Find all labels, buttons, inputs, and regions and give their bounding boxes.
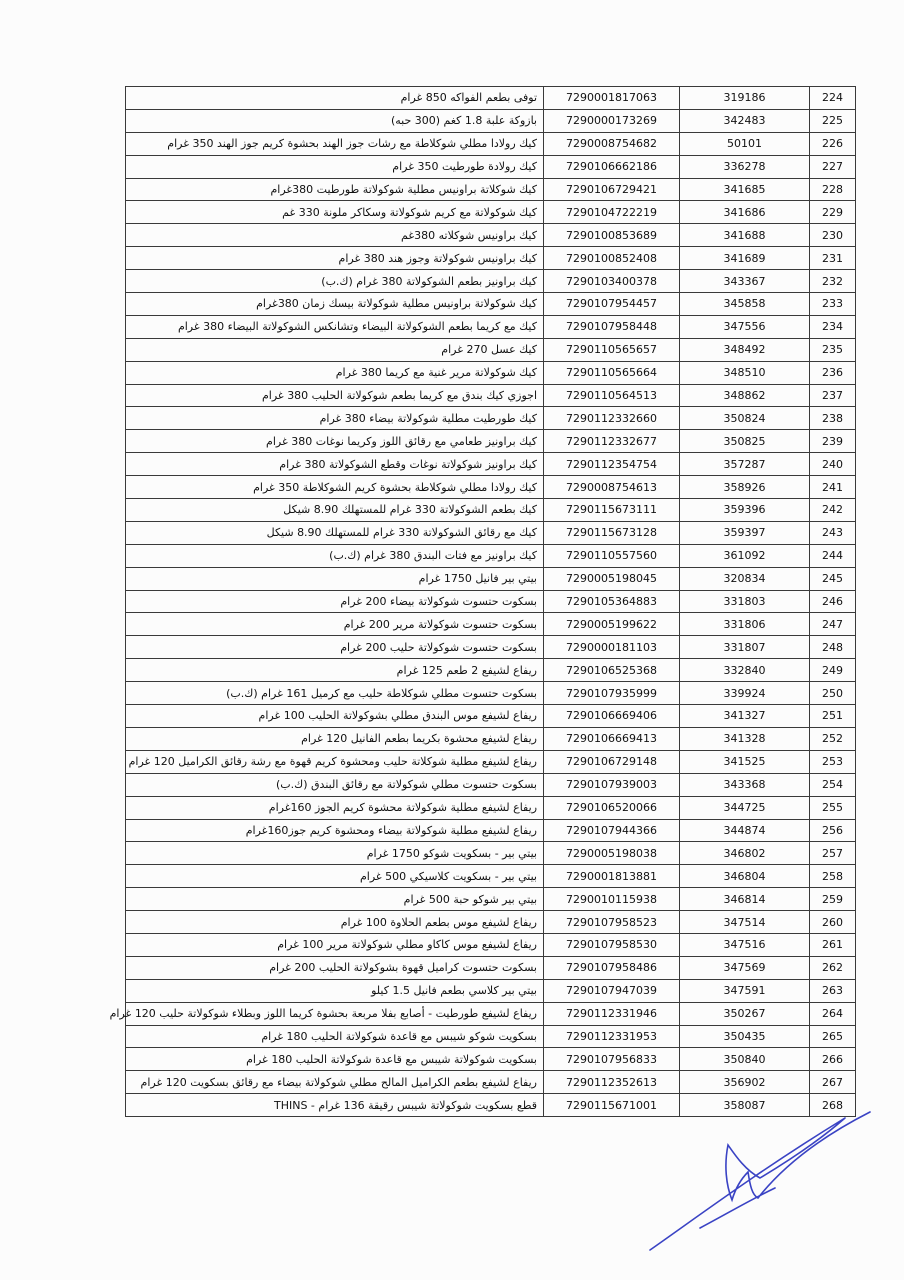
product-description: ريفاع لشيفع مطلية شوكولاتة بيضاء ومحشوة كريم جوز160غرام: [126, 819, 544, 842]
product-description: ريفاع لشيفع 2 طعم 125 غرام: [126, 659, 544, 682]
item-code-cell: 50101: [680, 132, 810, 155]
barcode-cell: 7290112331953: [544, 1025, 680, 1048]
barcode-cell: 7290112352613: [544, 1071, 680, 1094]
item-code-cell: 359397: [680, 521, 810, 544]
row-number: 248: [810, 636, 856, 659]
product-description: كيك براونيس شوكلاته 380غم: [126, 224, 544, 247]
item-code-cell: 346802: [680, 842, 810, 865]
product-description: كيك شوكلاتة براونيس مطلية شوكولاتة طورطيت 380غرام: [126, 178, 544, 201]
table-row: [126, 888, 856, 911]
row-number: 233: [810, 293, 856, 316]
barcode-cell: 7290107958448: [544, 315, 680, 338]
product-description: بسكوت حتسوت شوكولاتة حليب 200 غرام: [126, 636, 544, 659]
item-code-cell: 341689: [680, 247, 810, 270]
product-description: ريفاع لشيفع مطلية شوكلاتة حليب ومحشوة كريم قهوة مع رشة رقائق الكراميل 120 غرام: [126, 750, 544, 773]
item-code-cell: 350825: [680, 430, 810, 453]
item-code-cell: 331806: [680, 613, 810, 636]
item-code-cell: 347514: [680, 911, 810, 934]
product-description: بسكويت شوكولاتة شيبس مع قاعدة شوكولاتة الحليب 180 غرام: [126, 1048, 544, 1071]
row-number: 260: [810, 911, 856, 934]
barcode-cell: 7290000181103: [544, 636, 680, 659]
barcode-cell: 7290112331946: [544, 1002, 680, 1025]
table-row: [126, 521, 856, 544]
row-number: 238: [810, 407, 856, 430]
barcode-cell: 7290107947039: [544, 979, 680, 1002]
row-number: 254: [810, 773, 856, 796]
item-code-cell: 344874: [680, 819, 810, 842]
table-row: [126, 682, 856, 705]
product-description: بسكوت حتسوت شوكولاتة بيضاء 200 غرام: [126, 590, 544, 613]
row-number: 255: [810, 796, 856, 819]
table-row: [126, 865, 856, 888]
item-code-cell: 359396: [680, 499, 810, 522]
product-description: بسكوت حتسوت مطلي شوكولاتة مع رقائق البندق (ك.ب): [126, 773, 544, 796]
row-number: 239: [810, 430, 856, 453]
table-row: [126, 499, 856, 522]
product-description: اجوزي كيك بندق مع كريما بطعم شوكولاتة الحليب 380 غرام: [126, 384, 544, 407]
product-description: توفى بطعم الفواكه 850 غرام: [126, 87, 544, 110]
table-row: [126, 338, 856, 361]
row-number: 240: [810, 453, 856, 476]
table-row: [126, 659, 856, 682]
barcode-cell: 7290100853689: [544, 224, 680, 247]
product-description: ريفاع لشيفع موس البندق مطلي بشوكولاتة الحليب 100 غرام: [126, 705, 544, 728]
row-number: 257: [810, 842, 856, 865]
table-row: [126, 1002, 856, 1025]
product-description: كيك براونيز طعامي مع رقائق اللوز وكريما نوغات 380 غرام: [126, 430, 544, 453]
item-code-cell: 358087: [680, 1094, 810, 1117]
row-number: 241: [810, 476, 856, 499]
table-row: [126, 407, 856, 430]
table-row: [126, 796, 856, 819]
item-code-cell: 357287: [680, 453, 810, 476]
table-row: [126, 384, 856, 407]
row-number: 232: [810, 270, 856, 293]
table-row: [126, 224, 856, 247]
table-row: [126, 613, 856, 636]
row-number: 263: [810, 979, 856, 1002]
row-number: 264: [810, 1002, 856, 1025]
item-code-cell: 339924: [680, 682, 810, 705]
barcode-cell: 7290100852408: [544, 247, 680, 270]
row-number: 244: [810, 544, 856, 567]
barcode-cell: 7290107944366: [544, 819, 680, 842]
barcode-cell: 7290110557560: [544, 544, 680, 567]
item-code-cell: 341688: [680, 224, 810, 247]
product-description: كيك براونيز شوكولاتة نوغات وقطع الشوكولاتة 380 غرام: [126, 453, 544, 476]
item-code-cell: 350267: [680, 1002, 810, 1025]
item-code-cell: 343367: [680, 270, 810, 293]
item-code-cell: 345858: [680, 293, 810, 316]
table-row: [126, 293, 856, 316]
table-row: [126, 430, 856, 453]
product-description: كيك شوكولاتة براونيس مطلية شوكولاتة بيسك زمان 380غرام: [126, 293, 544, 316]
barcode-cell: 7290008754682: [544, 132, 680, 155]
product-description: كيك براونيز بطعم الشوكولاتة 380 غرام (ك.ب): [126, 270, 544, 293]
product-description: بازوكة علبة 1.8 كغم (300 حبه): [126, 109, 544, 132]
item-code-cell: 319186: [680, 87, 810, 110]
row-number: 243: [810, 521, 856, 544]
row-number: 242: [810, 499, 856, 522]
product-description: ريفاع لشيفع محشوة بكريما بطعم الفانيل 120 غرام: [126, 727, 544, 750]
barcode-cell: 7290107958486: [544, 956, 680, 979]
product-description: كيك عسل 270 غرام: [126, 338, 544, 361]
product-description: بيتي بير شوكو حبة 500 غرام: [126, 888, 544, 911]
row-number: 267: [810, 1071, 856, 1094]
table-row: [126, 361, 856, 384]
item-code-cell: 348862: [680, 384, 810, 407]
row-number: 245: [810, 567, 856, 590]
product-description: ريفاع لشيفع مطلية شوكولاتة محشوة كريم الجوز 160غرام: [126, 796, 544, 819]
barcode-cell: 7290000173269: [544, 109, 680, 132]
product-description: بيتي بير كلاسي بطعم فانيل 1.5 كيلو: [126, 979, 544, 1002]
barcode-cell: 7290107935999: [544, 682, 680, 705]
barcode-cell: 7290105364883: [544, 590, 680, 613]
row-number: 231: [810, 247, 856, 270]
product-description: بسكويت شوكو شيبس مع قاعدة شوكولاتة الحليب 180 غرام: [126, 1025, 544, 1048]
table-row: [126, 636, 856, 659]
item-code-cell: 343368: [680, 773, 810, 796]
table-row: [126, 109, 856, 132]
barcode-cell: 7290106662186: [544, 155, 680, 178]
product-description: قطع بسكويت شوكولاتة شيبس رقيقة 136 غرام - THINS: [126, 1094, 544, 1117]
item-code-cell: 361092: [680, 544, 810, 567]
table-row: [126, 1071, 856, 1094]
barcode-cell: 7290001813881: [544, 865, 680, 888]
barcode-cell: 7290107958530: [544, 933, 680, 956]
signature: [640, 1100, 880, 1260]
row-number: 249: [810, 659, 856, 682]
barcode-cell: 7290107956833: [544, 1048, 680, 1071]
item-code-cell: 341328: [680, 727, 810, 750]
row-number: 262: [810, 956, 856, 979]
table-row: [126, 1048, 856, 1071]
barcode-cell: 7290107954457: [544, 293, 680, 316]
product-description: ريفاع لشيفع موس بطعم الحلاوة 100 غرام: [126, 911, 544, 934]
item-code-cell: 356902: [680, 1071, 810, 1094]
item-code-cell: 332840: [680, 659, 810, 682]
table-row: [126, 178, 856, 201]
item-code-cell: 336278: [680, 155, 810, 178]
product-description: كيك مع كريما بطعم الشوكولاتة البيضاء وتشانكس الشوكولاتة البيضاء 380 غرام: [126, 315, 544, 338]
row-number: 225: [810, 109, 856, 132]
table-row: [126, 155, 856, 178]
barcode-cell: 7290104722219: [544, 201, 680, 224]
item-code-cell: 346804: [680, 865, 810, 888]
row-number: 259: [810, 888, 856, 911]
barcode-cell: 7290106520066: [544, 796, 680, 819]
table-row: [126, 315, 856, 338]
row-number: 265: [810, 1025, 856, 1048]
item-code-cell: 347569: [680, 956, 810, 979]
barcode-cell: 7290107939003: [544, 773, 680, 796]
row-number: 228: [810, 178, 856, 201]
table-row: [126, 87, 856, 110]
item-code-cell: 320834: [680, 567, 810, 590]
product-description: كيك بطعم الشوكولاتة 330 غرام للمستهلك 8.90 شيكل: [126, 499, 544, 522]
row-number: 247: [810, 613, 856, 636]
table-row: [126, 544, 856, 567]
row-number: 256: [810, 819, 856, 842]
row-number: 266: [810, 1048, 856, 1071]
product-description: كيك طورطيت مطلية شوكولاتة بيضاء 380 غرام: [126, 407, 544, 430]
row-number: 236: [810, 361, 856, 384]
product-description: ريفاع لشيفع موس كاكاو مطلي شوكولاتة مرير 100 غرام: [126, 933, 544, 956]
product-table: [109, 86, 856, 1117]
barcode-cell: 7290106525368: [544, 659, 680, 682]
table-row: [126, 705, 856, 728]
barcode-cell: 7290103400378: [544, 270, 680, 293]
product-description: كيك شوكولاتة مع كريم شوكولاتة وسكاكر ملونة 330 غم: [126, 201, 544, 224]
item-code-cell: 342483: [680, 109, 810, 132]
item-code-cell: 344725: [680, 796, 810, 819]
product-description: كيك رولادا مطلي شوكلاطة مع رشات جوز الهند بحشوة كريم جوز الهند 350 غرام: [126, 132, 544, 155]
barcode-cell: 7290005198045: [544, 567, 680, 590]
item-code-cell: 350824: [680, 407, 810, 430]
product-description: بسكوت حتسوت شوكولاتة مرير 200 غرام: [126, 613, 544, 636]
item-code-cell: 341525: [680, 750, 810, 773]
barcode-cell: 7290110564513: [544, 384, 680, 407]
barcode-cell: 7290110565657: [544, 338, 680, 361]
item-code-cell: 331807: [680, 636, 810, 659]
barcode-cell: 7290112332660: [544, 407, 680, 430]
row-number: 253: [810, 750, 856, 773]
product-description: كيك رولادة طورطيت 350 غرام: [126, 155, 544, 178]
table-row: [126, 979, 856, 1002]
item-code-cell: 350840: [680, 1048, 810, 1071]
barcode-cell: 7290106669406: [544, 705, 680, 728]
barcode-cell: 7290005199622: [544, 613, 680, 636]
table-row: [126, 590, 856, 613]
barcode-cell: 7290110565664: [544, 361, 680, 384]
barcode-cell: 7290115671001: [544, 1094, 680, 1117]
product-description: بيتي بير - بسكويت كلاسيكي 500 غرام: [126, 865, 544, 888]
product-description: ريفاع لشيفع بطعم الكراميل المالح مطلي شوكولاتة بيضاء مع رقائق بسكويت 120 غرام: [126, 1071, 544, 1094]
product-description: بيتي بير - بسكويت شوكو 1750 غرام: [126, 842, 544, 865]
item-code-cell: 350435: [680, 1025, 810, 1048]
table-row: [126, 132, 856, 155]
barcode-cell: 7290106669413: [544, 727, 680, 750]
table-row: [126, 453, 856, 476]
item-code-cell: 347516: [680, 933, 810, 956]
row-number: 234: [810, 315, 856, 338]
barcode-cell: 7290001817063: [544, 87, 680, 110]
row-number: 268: [810, 1094, 856, 1117]
product-description: كيك شوكولاتة مرير غنية مع كريما 380 غرام: [126, 361, 544, 384]
item-code-cell: 341327: [680, 705, 810, 728]
row-number: 227: [810, 155, 856, 178]
row-number: 237: [810, 384, 856, 407]
table-row: [126, 819, 856, 842]
item-code-cell: 341686: [680, 201, 810, 224]
table-row: [126, 476, 856, 499]
barcode-cell: 7290008754613: [544, 476, 680, 499]
table-row: [126, 750, 856, 773]
row-number: 235: [810, 338, 856, 361]
barcode-cell: 7290112332677: [544, 430, 680, 453]
product-description: بسكوت حتسوت كراميل قهوة بشوكولاتة الحليب 200 غرام: [126, 956, 544, 979]
table-row: [126, 773, 856, 796]
row-number: 246: [810, 590, 856, 613]
barcode-cell: 7290115673128: [544, 521, 680, 544]
item-code-cell: 348510: [680, 361, 810, 384]
product-description: بيتي بير فانيل 1750 غرام: [126, 567, 544, 590]
table-row: [126, 247, 856, 270]
row-number: 230: [810, 224, 856, 247]
row-number: 229: [810, 201, 856, 224]
table-row: [126, 270, 856, 293]
table-row: [126, 201, 856, 224]
product-description: كيك براونيز مع فتات البندق 380 غرام (ك.ب): [126, 544, 544, 567]
row-number: 261: [810, 933, 856, 956]
product-description: كيك براونيس شوكولاتة وجوز هند 380 غرام: [126, 247, 544, 270]
barcode-cell: 7290115673111: [544, 499, 680, 522]
table-row: [126, 567, 856, 590]
row-number: 258: [810, 865, 856, 888]
product-description: كيك رولادا مطلي شوكلاطة بحشوة كريم الشوكلاطة 350 غرام: [126, 476, 544, 499]
barcode-cell: 7290112354754: [544, 453, 680, 476]
item-code-cell: 347591: [680, 979, 810, 1002]
table-row: [126, 956, 856, 979]
table-row: [126, 727, 856, 750]
barcode-cell: 7290106729421: [544, 178, 680, 201]
table-row: [126, 933, 856, 956]
row-number: 224: [810, 87, 856, 110]
barcode-cell: 7290106729148: [544, 750, 680, 773]
product-description: بسكوت حتسوت مطلي شوكلاطة حليب مع كرميل 161 غرام (ك.ب): [126, 682, 544, 705]
row-number: 251: [810, 705, 856, 728]
product-table-body: [109, 87, 856, 1117]
product-description: كيك مع رقائق الشوكولاتة 330 غرام للمستهلك 8.90 شيكل: [126, 521, 544, 544]
table-row: [126, 1025, 856, 1048]
table-row: [126, 842, 856, 865]
barcode-cell: 7290107958523: [544, 911, 680, 934]
item-code-cell: 347556: [680, 315, 810, 338]
product-description: ريفاع لشيفع طورطيت - أصابع بفلا مربعة بحشوة كريما اللوز وبطلاء شوكولاتة حليب 120 غرام: [126, 1002, 544, 1025]
item-code-cell: 358926: [680, 476, 810, 499]
barcode-cell: 7290010115938: [544, 888, 680, 911]
row-number: 252: [810, 727, 856, 750]
table-row: [126, 911, 856, 934]
item-code-cell: 331803: [680, 590, 810, 613]
barcode-cell: 7290005198038: [544, 842, 680, 865]
row-number: 226: [810, 132, 856, 155]
item-code-cell: 348492: [680, 338, 810, 361]
row-number: 250: [810, 682, 856, 705]
item-code-cell: 341685: [680, 178, 810, 201]
item-code-cell: 346814: [680, 888, 810, 911]
